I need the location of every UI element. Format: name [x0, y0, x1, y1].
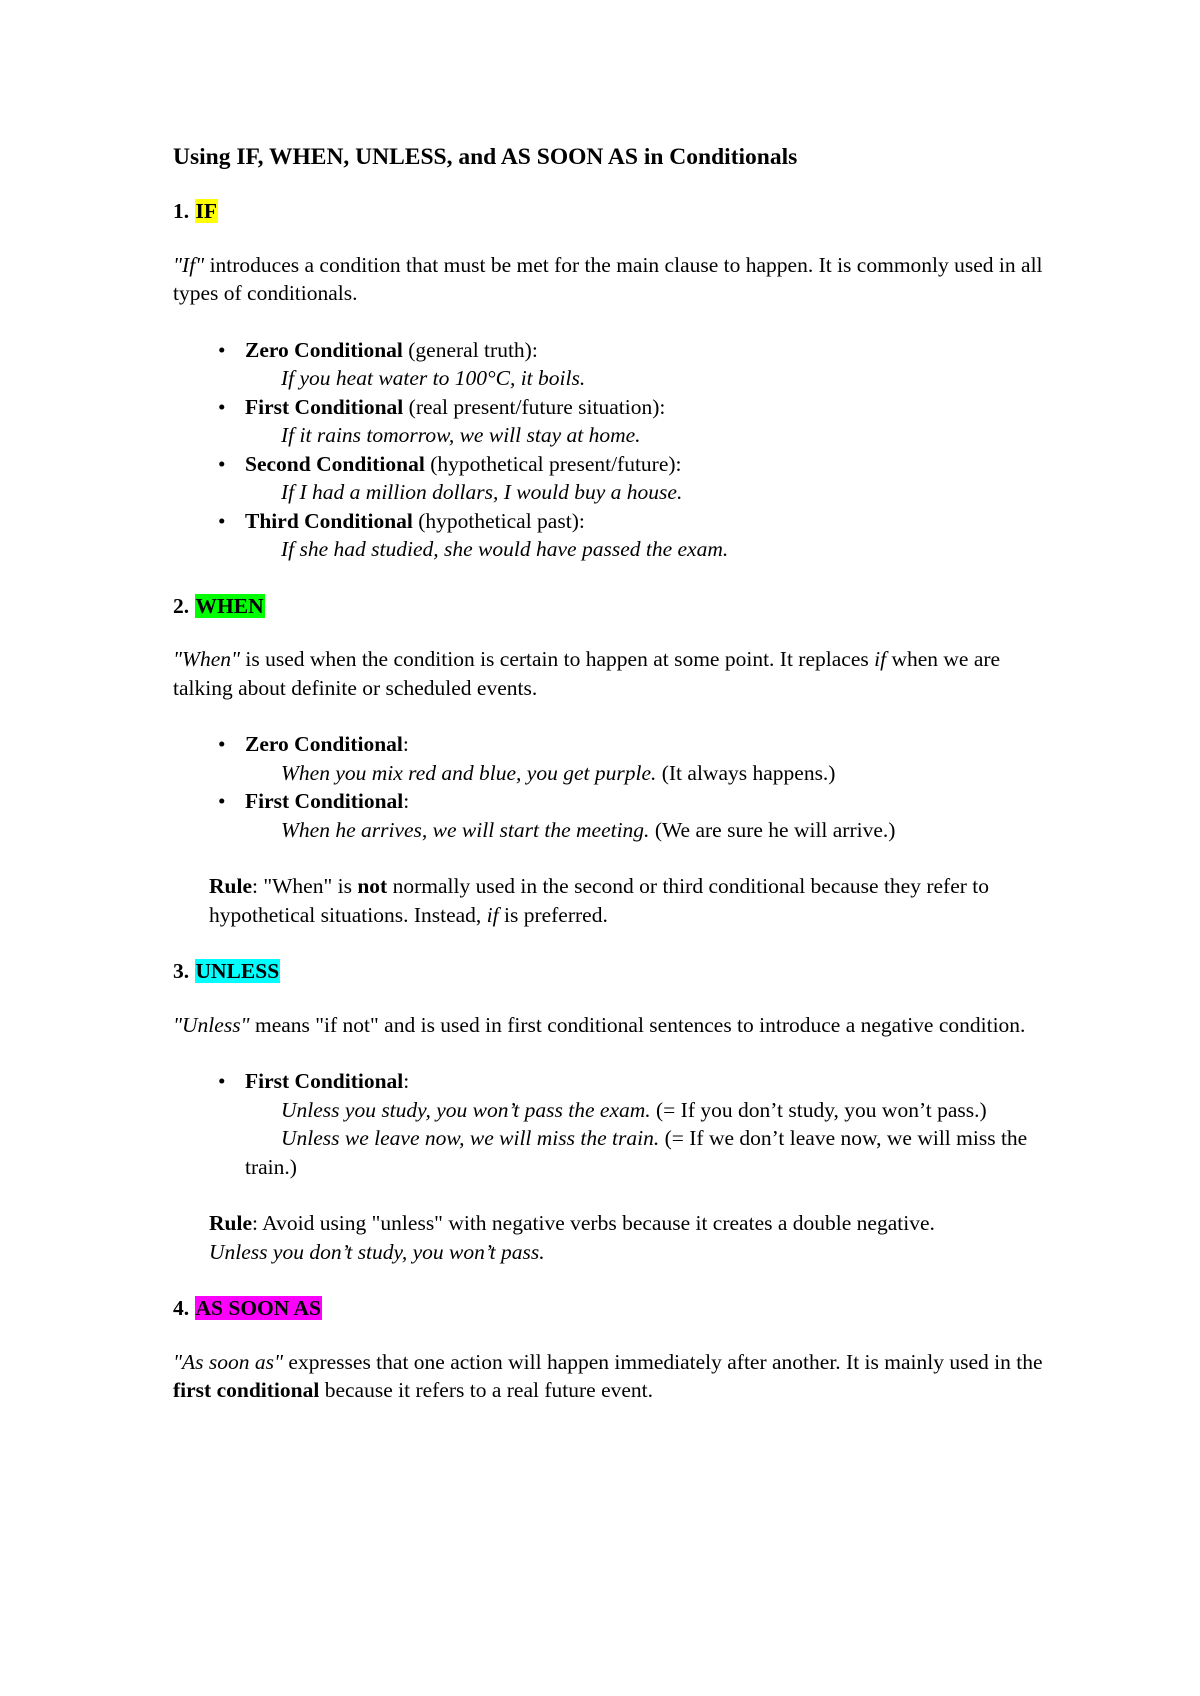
assoonas-term: "As soon as": [173, 1349, 284, 1374]
if-highlight: IF: [195, 199, 217, 223]
if-list: [173, 336, 1053, 564]
bullet-icon: •: [218, 732, 226, 756]
when-rule: Rule: "When" is not normally used in the second or third conditional because they refer to hypothetical situations. Instead, if is preferred.: [209, 874, 990, 927]
bullet-icon: •: [218, 451, 226, 476]
list-item: • Zero Conditional: When you mix red and blue, you get purple. (It always happens.): [173, 730, 1053, 787]
example: If it rains tomorrow, we will stay at home.: [281, 423, 641, 447]
list-item: • Third Conditional (hypothetical past): If she had studied, she would have passed the exam.: [173, 507, 1053, 564]
example: When he arrives, we will start the meeting. (We are sure he will arrive.): [281, 817, 896, 842]
section-if-heading: [173, 197, 1053, 226]
bullet-icon: •: [218, 1069, 226, 1093]
example: Unless you study, you won’t pass the exam. (= If you don’t study, you won’t pass.): [281, 1097, 987, 1122]
section-number: 1.: [173, 199, 190, 223]
list-item: • First Conditional: Unless you study, you won’t pass the exam. (= If you don’t study, you won’t pass.) Unless we leave now, we will miss the train. (= If we don’t leave now, we will miss the train.): [173, 1067, 1053, 1181]
when-term: "When": [173, 647, 241, 671]
example: If you heat water to 100°C, it boils.: [281, 366, 586, 390]
document-body: [173, 142, 1053, 1433]
when-list: [173, 730, 1053, 844]
section-number: 4.: [173, 1296, 190, 1320]
assoonas-highlight: AS SOON AS: [195, 1296, 321, 1320]
list-item: • First Conditional: When he arrives, we will start the meeting. (We are sure he will arrive.): [173, 787, 1053, 844]
unless-term: "Unless": [173, 1012, 250, 1037]
assoonas-intro: "As soon as" expresses that one action will happen immediately after another. It is mainly used in the first conditional because it refers to a real future event.: [173, 1349, 1043, 1402]
if-term: "If": [173, 252, 205, 277]
example: When you mix red and blue, you get purple. (It always happens.): [281, 760, 836, 785]
section-unless-heading: [173, 957, 1053, 986]
bullet-icon: •: [218, 789, 226, 813]
unless-list: [173, 1067, 1053, 1181]
unless-rule-example: Unless you don’t study, you won’t pass.: [209, 1239, 545, 1264]
if-intro: [173, 251, 1053, 308]
when-highlight: WHEN: [195, 593, 264, 618]
when-intro: "When" is used when the condition is certain to happen at some point. It replaces if when we are talking about definite or scheduled events.: [173, 647, 1001, 700]
list-item: • Zero Conditional (general truth): If you heat water to 100°C, it boils.: [173, 336, 1053, 393]
section-assoonas-heading: [173, 1294, 1053, 1323]
bullet-icon: •: [218, 394, 226, 419]
unless-rule: Rule: Avoid using "unless" with negative verbs because it creates a double negative.: [209, 1211, 935, 1235]
example: If I had a million dollars, I would buy a house.: [281, 480, 683, 504]
bullet-icon: •: [218, 337, 226, 362]
list-item: • First Conditional (real present/future situation): If it rains tomorrow, we will stay at home.: [173, 393, 1053, 450]
if-intro-text: introduces a condition that must be met for the main clause to happen. It is commonly used in all types of conditionals.: [173, 252, 1043, 305]
bullet-icon: •: [218, 508, 226, 533]
section-number: 3.: [173, 959, 190, 983]
unless-intro: "Unless" means "if not" and is used in first conditional sentences to introduce a negative condition.: [173, 1012, 1026, 1037]
list-item: • Second Conditional (hypothetical present/future): If I had a million dollars, I would buy a house.: [173, 450, 1053, 507]
page-title: Using IF, WHEN, UNLESS, and AS SOON AS in Conditionals: [173, 144, 798, 170]
unless-highlight: UNLESS: [195, 959, 280, 983]
section-when-heading: [173, 592, 1053, 621]
section-number: 2.: [173, 593, 190, 618]
example: Unless we leave now, we will miss the train. (= If we don’t leave now, we will miss the train.): [245, 1126, 1028, 1179]
example: If she had studied, she would have passed the exam.: [281, 537, 729, 561]
